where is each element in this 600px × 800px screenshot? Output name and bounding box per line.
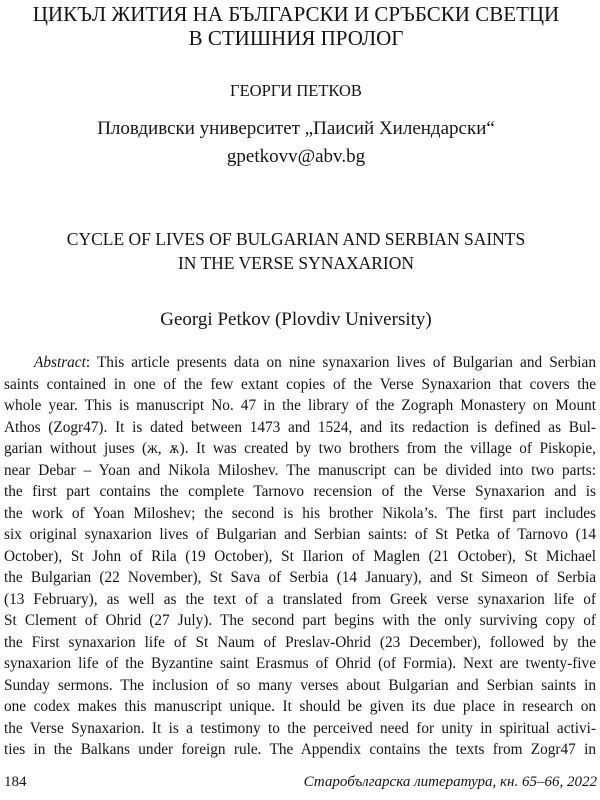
affiliation: Пловдивски университет „Паисий Хилендарски“ — [97, 118, 495, 139]
abstract-line — [4, 352, 596, 374]
abstract-line: St Clement of Ohrid (27 July). The second part begins with the only surviving copy of — [4, 612, 596, 629]
abstract-line: whole year. This is manuscript No. 47 in the library of the Zograph Monastery on Mount — [4, 397, 596, 414]
title-bulgarian — [0, 2, 592, 50]
title-english-line: IN THE VERSE SYNAXARION — [177, 253, 415, 273]
abstract-line: one codex makes this manuscript unique. It should be given its due place in research on — [4, 698, 596, 715]
abstract-line: near Debar – Yoan and Nikola Miloshev. The manuscript can be divided into two parts: — [4, 461, 596, 479]
abstract-line-text: : This article presents data on nine synaxarion lives of Bulgarian and Serbian — [85, 354, 596, 371]
abstract-line: (13 February), as well as the text of a translated from Greek verse synaxarion life of — [4, 590, 596, 608]
author-email: gpetkovv@abv.bg — [226, 146, 366, 167]
abstract-line: ties in the Balkans under foreign rule. The Appendix contains the texts from Zogr47 in — [4, 741, 596, 758]
abstract-line: the First synaxarion life of St Naum of Preslav-Ohrid (23 December), followed by the — [4, 633, 596, 651]
abstract-line: October), St John of Rila (19 October), St Ilarion of Maglen (21 October), St Michael — [4, 547, 596, 565]
page-number: 184 — [4, 774, 27, 790]
abstract-line: the Bulgarian (22 November), St Sava of Serbia (14 January), and St Simeon of Serbia — [4, 569, 596, 586]
abstract-line: the first part contains the complete Tarnovo recension of the Verse Synaxarion and is — [4, 483, 596, 500]
abstract-line: the Verse Synaxarion. It is a testimony to the perceived need for unity in spiritual activi- — [4, 719, 596, 737]
abstract-line: Sunday sermons. The inclusion of so many verses about Bulgarian and Serbian saints in — [4, 676, 596, 694]
abstract-line: six original synaxarion lives of Bulgarian and Serbian saints: of St Petka of Tarnovo (14 — [4, 526, 596, 543]
title-english-line: CYCLE OF LIVES OF BULGARIAN AND SERBIAN SAINTS — [66, 229, 526, 249]
title-english — [0, 227, 592, 275]
author-english: Georgi Petkov (Plovdiv University) — [160, 309, 432, 330]
journal-citation: Старобългарска литература, кн. 65–66, 2022 — [303, 774, 597, 790]
abstract-line: garian without juses (ж, ѫ). It was created by two brothers from the village of Piskopie, — [4, 440, 596, 457]
title-bulgarian-line: В СТИШНИЯ ПРОЛОГ — [188, 26, 404, 50]
abstract-line: saints contained in one of the few extant copies of the Verse Synaxarion that covers the — [4, 375, 596, 393]
title-bulgarian-line: ЦИКЪЛ ЖИТИЯ НА БЪЛГАРСКИ И СРЪБСКИ СВЕТЦИ — [32, 2, 560, 26]
abstract-line: synaxarion life of the Byzantine saint Erasmus of Ohrid (of Formia). Next are twenty-five — [4, 655, 596, 672]
abstract — [4, 352, 596, 761]
abstract-label: Abstract — [34, 354, 86, 371]
abstract-line: Athos (Zogr47). It is dated between 1473 and 1524, and its redaction is defined as Bul- — [4, 418, 596, 436]
author-bulgarian: ГЕОРГИ ПЕТКОВ — [230, 81, 362, 100]
abstract-line: the work of Yoan Miloshev; the second is his brother Nikola’s. The first part includes — [4, 504, 596, 522]
